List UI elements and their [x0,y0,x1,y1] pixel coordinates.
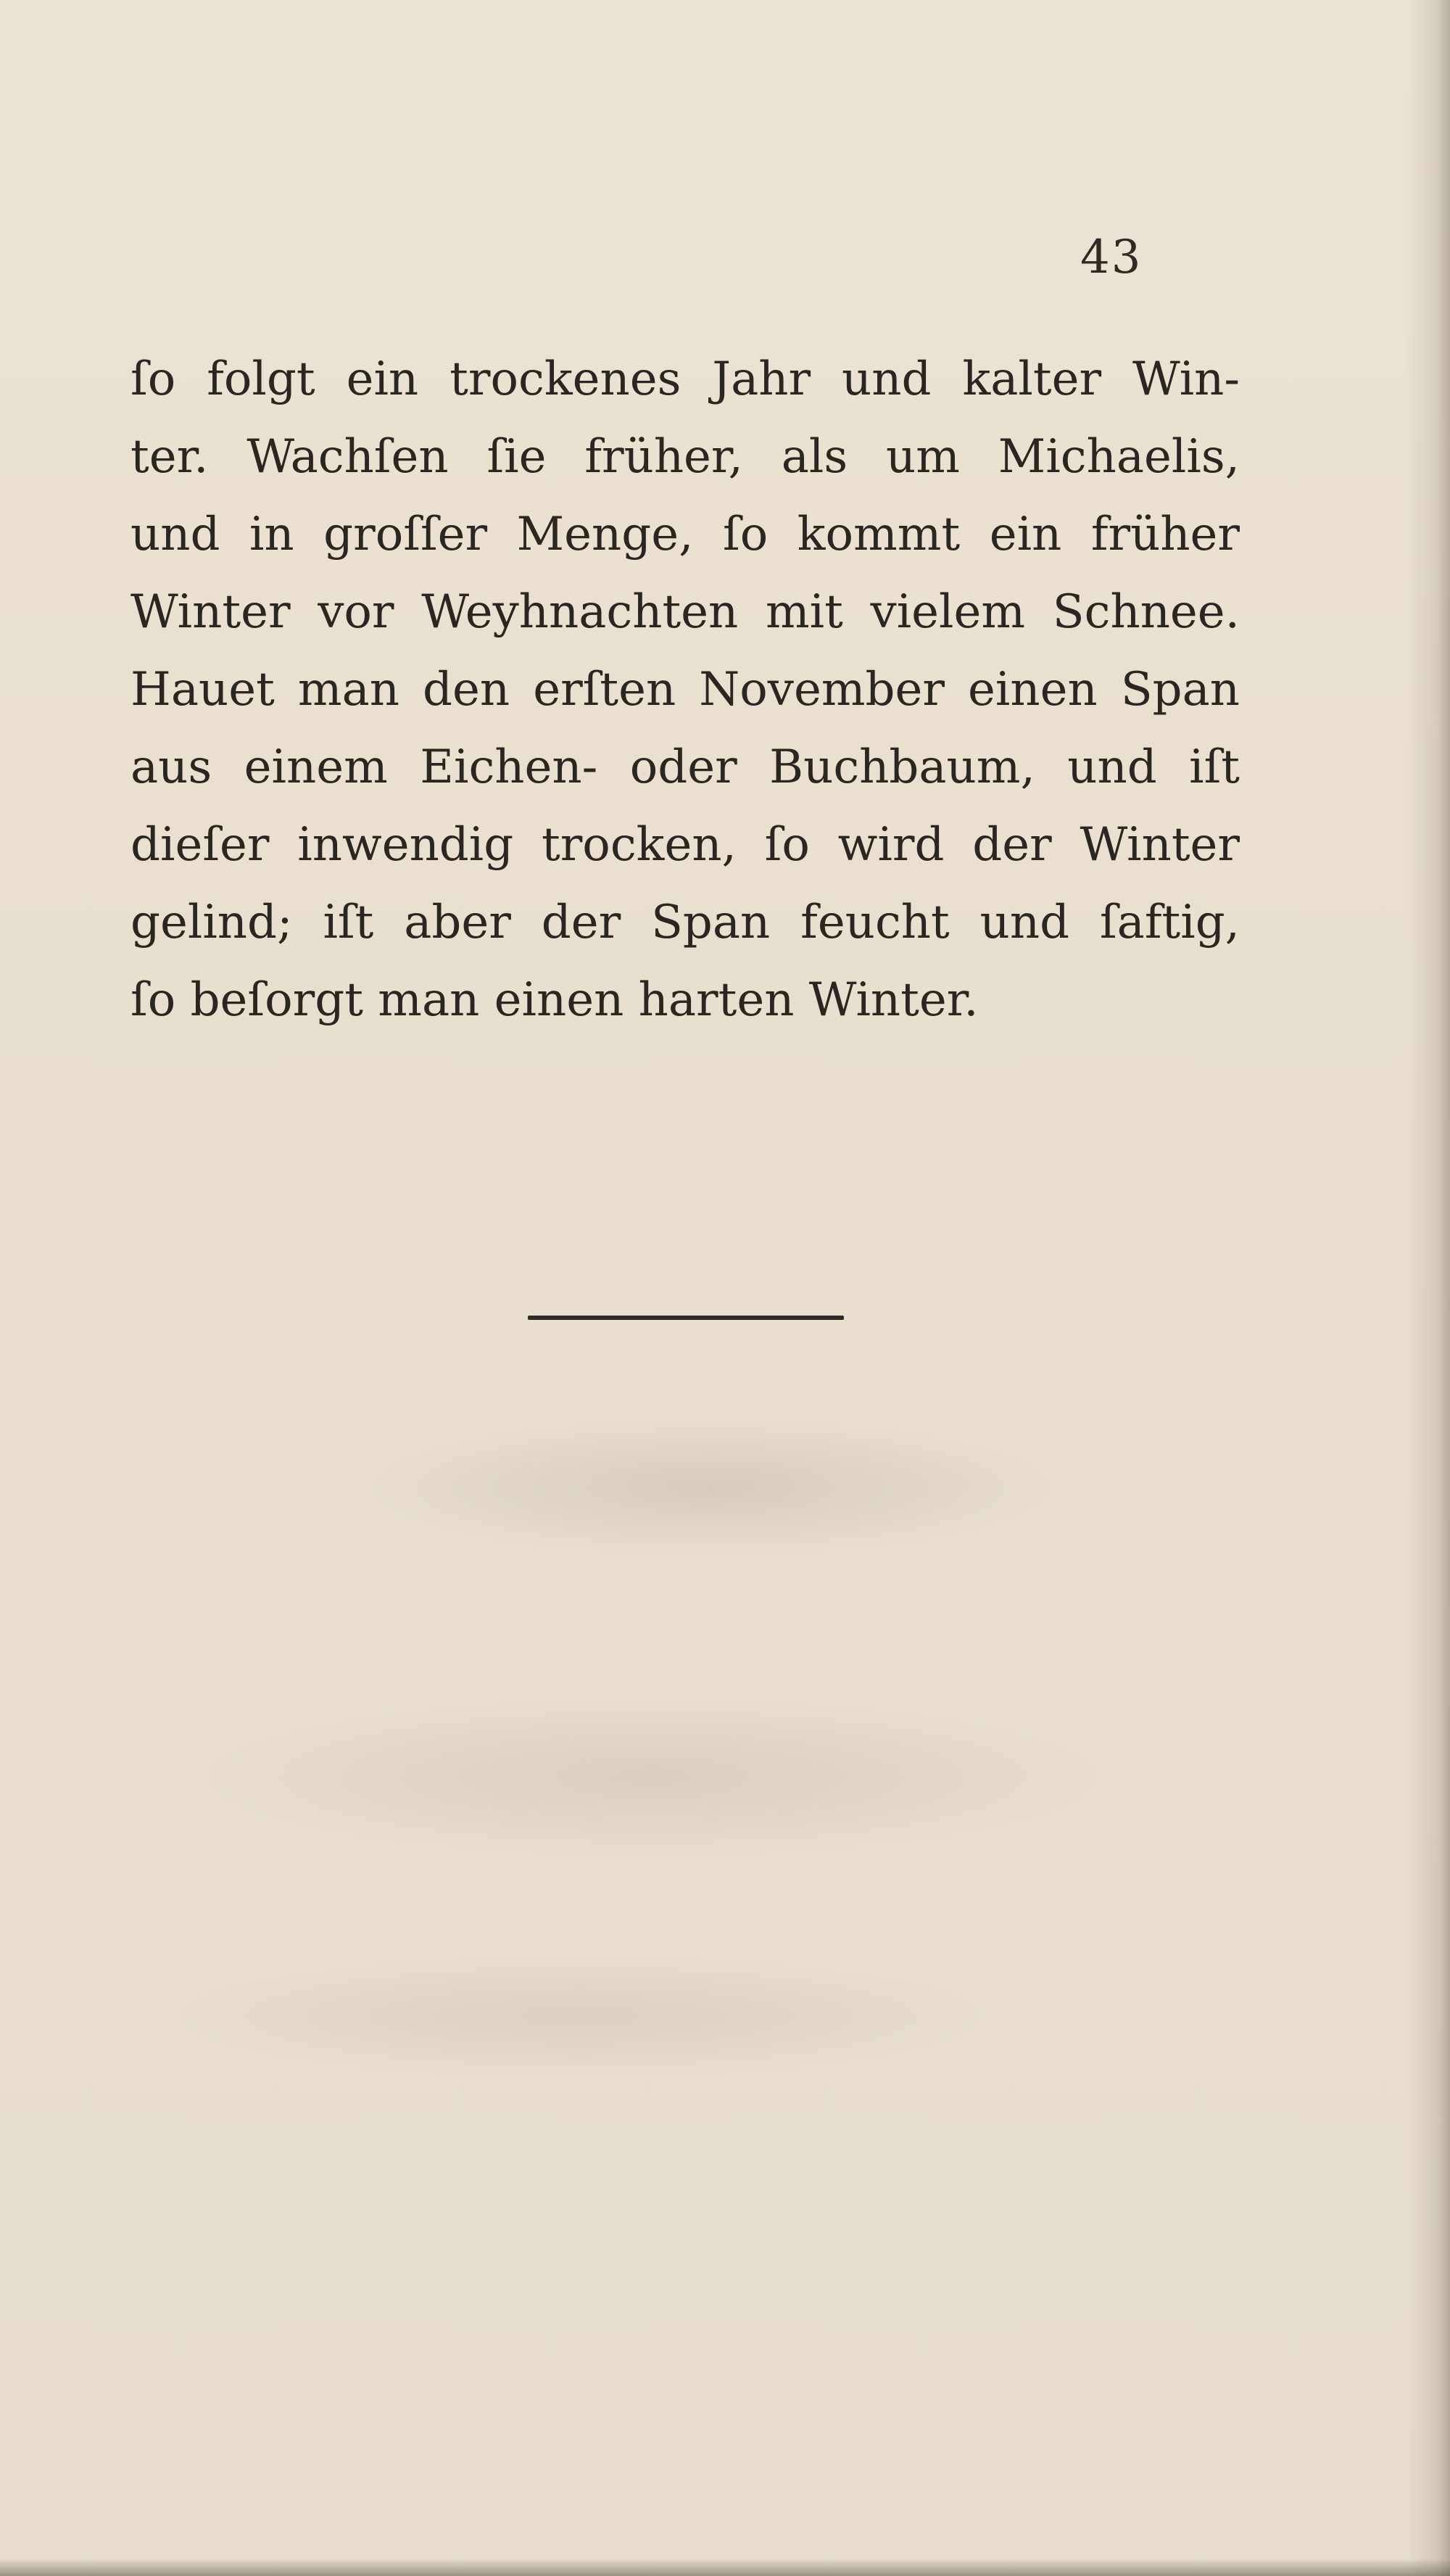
text-line: aus einem Eichen- oder Buchbaum, und iſt [130,740,1240,794]
page-number: 43 [1080,231,1143,284]
text-line: ter. Wachſen ſie früher, als um Michaelis, [130,430,1240,484]
section-divider [528,1316,844,1320]
text-line: gelind; iſt aber der Span feucht und ſaftig, [130,896,1240,949]
text-line: Winter vor Weyhnachten mit vielem Schnee. [130,585,1240,639]
paragraph [130,341,1240,1039]
text-line: ſo folgt ein trockenes Jahr und kalter Win- [130,352,1240,406]
text-line: ſo beſorgt man einen harten Winter. [130,973,979,1027]
text-line: Hauet man den erſten November einen Span [130,663,1240,717]
page-edge-shadow [1406,0,1450,2576]
text-line: und in groſſer Menge, ſo kommt ein früher [130,508,1240,561]
text-line: dieſer inwendig trocken, ſo wird der Winter [130,818,1240,872]
page-bottom-edge [0,2559,1450,2576]
